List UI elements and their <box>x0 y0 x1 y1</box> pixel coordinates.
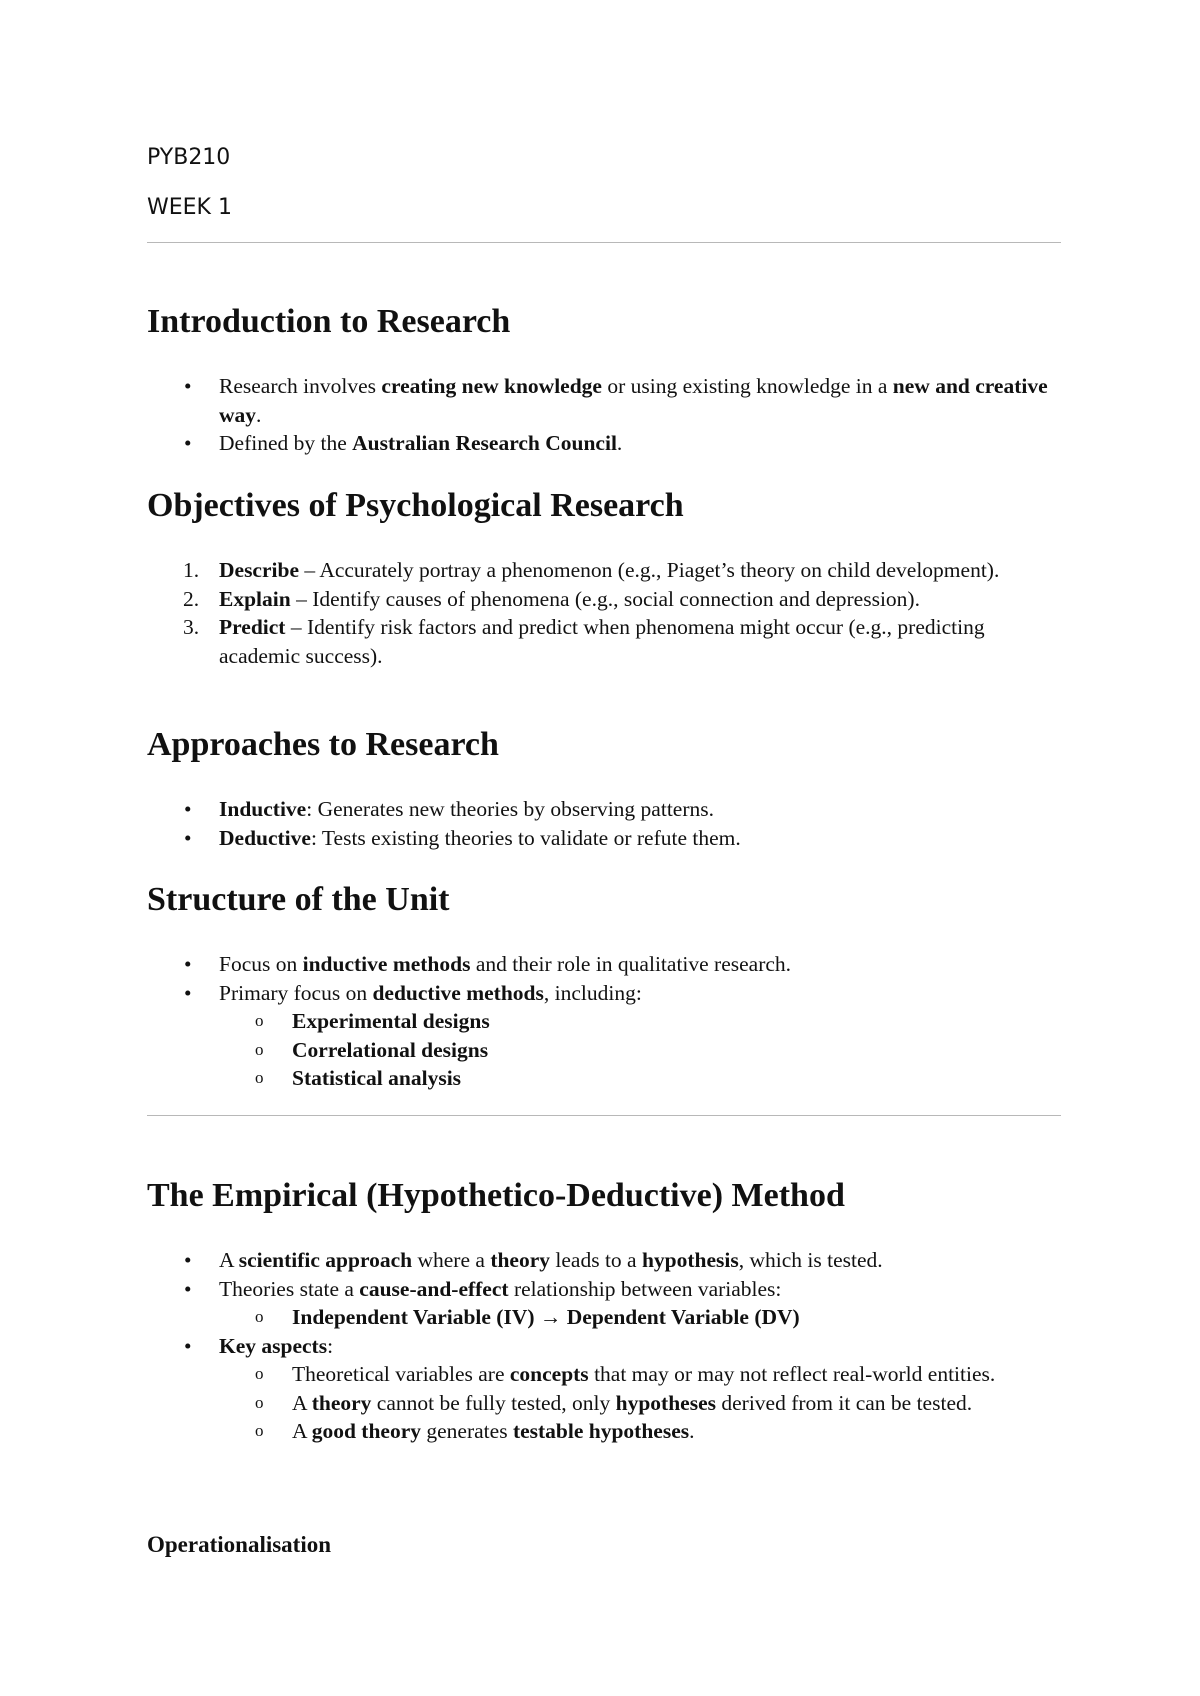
sub-list-item: o A good theory generates testable hypotheses. <box>147 1417 1061 1446</box>
list-item: • Focus on inductive methods and their role in qualitative research. <box>147 950 1061 979</box>
list-item: 2. Explain – Identify causes of phenomena (e.g., social connection and depression). <box>183 586 920 611</box>
subsection-heading: Operationalisation <box>147 1532 332 1557</box>
bullet-list <box>147 950 1061 1093</box>
sub-bullet-icon: o <box>255 1039 264 1059</box>
section-heading: Introduction to Research <box>147 303 511 340</box>
horizontal-rule <box>147 242 1061 243</box>
bullet-list <box>147 1246 1061 1446</box>
bullet-list <box>147 795 1061 852</box>
bullet-icon: • <box>184 797 192 821</box>
bullet-icon: • <box>184 1248 192 1272</box>
section-heading: The Empirical (Hypothetico-Deductive) Method <box>147 1177 845 1214</box>
list-item: • Research involves creating new knowledge or using existing knowledge in a new and creative way. <box>184 374 1048 427</box>
list-item: • Theories state a cause-and-effect relationship between variables: <box>147 1275 1061 1304</box>
section-heading: Structure of the Unit <box>147 881 450 918</box>
sub-bullet-icon: o <box>255 1364 264 1383</box>
sub-bullet-icon: o <box>255 1307 264 1326</box>
list-item: • A scientific approach where a theory leads to a hypothesis, which is tested. <box>147 1246 1061 1275</box>
list-item: • Defined by the Australian Research Council. <box>147 429 1061 458</box>
sub-list-item: o Statistical analysis <box>147 1064 1061 1093</box>
list-item: • Primary focus on deductive methods, including: <box>147 979 1061 1008</box>
course-code: PYB210 <box>147 145 231 170</box>
bullet-icon: • <box>184 952 192 976</box>
bullet-icon: • <box>184 980 192 1005</box>
week-label: WEEK 1 <box>147 195 232 220</box>
sub-bullet-icon: o <box>255 1392 264 1412</box>
list-item: • Inductive: Generates new theories by observing patterns. <box>147 795 1061 824</box>
sub-list-item: o Correlational designs <box>147 1036 1061 1065</box>
bullet-icon: • <box>184 825 192 850</box>
section-heading: Approaches to Research <box>147 726 499 763</box>
numbered-list <box>147 556 1061 670</box>
sub-bullet-icon: o <box>255 1011 264 1030</box>
bullet-list <box>147 372 1061 458</box>
bullet-icon: • <box>184 1276 192 1301</box>
bullet-icon: • <box>184 1333 192 1358</box>
sub-list-item: o A theory cannot be fully tested, only hypotheses derived from it can be tested. <box>147 1389 1061 1418</box>
sub-list-item: o Independent Variable (IV) → Dependent Variable (DV) <box>147 1303 1061 1332</box>
section-heading: Objectives of Psychological Research <box>147 487 684 524</box>
bullet-icon: • <box>184 374 192 398</box>
sub-bullet-icon: o <box>255 1421 264 1440</box>
sub-list-item: o Experimental designs <box>147 1007 1061 1036</box>
bullet-icon: • <box>184 431 192 455</box>
list-item: 1. Describe – Accurately portray a phenomenon (e.g., Piaget’s theory on child development). <box>183 558 1000 582</box>
list-item: 3. Predict – Identify risk factors and predict when phenomena might occur (e.g., predicting academic success). <box>183 615 985 668</box>
list-item: • Key aspects: <box>147 1332 1061 1361</box>
horizontal-rule <box>147 1115 1061 1116</box>
sub-list-item: o Theoretical variables are concepts that may or may not reflect real-world entities. <box>147 1360 1061 1389</box>
list-item: • Deductive: Tests existing theories to validate or refute them. <box>147 824 1061 853</box>
sub-bullet-icon: o <box>255 1068 264 1087</box>
